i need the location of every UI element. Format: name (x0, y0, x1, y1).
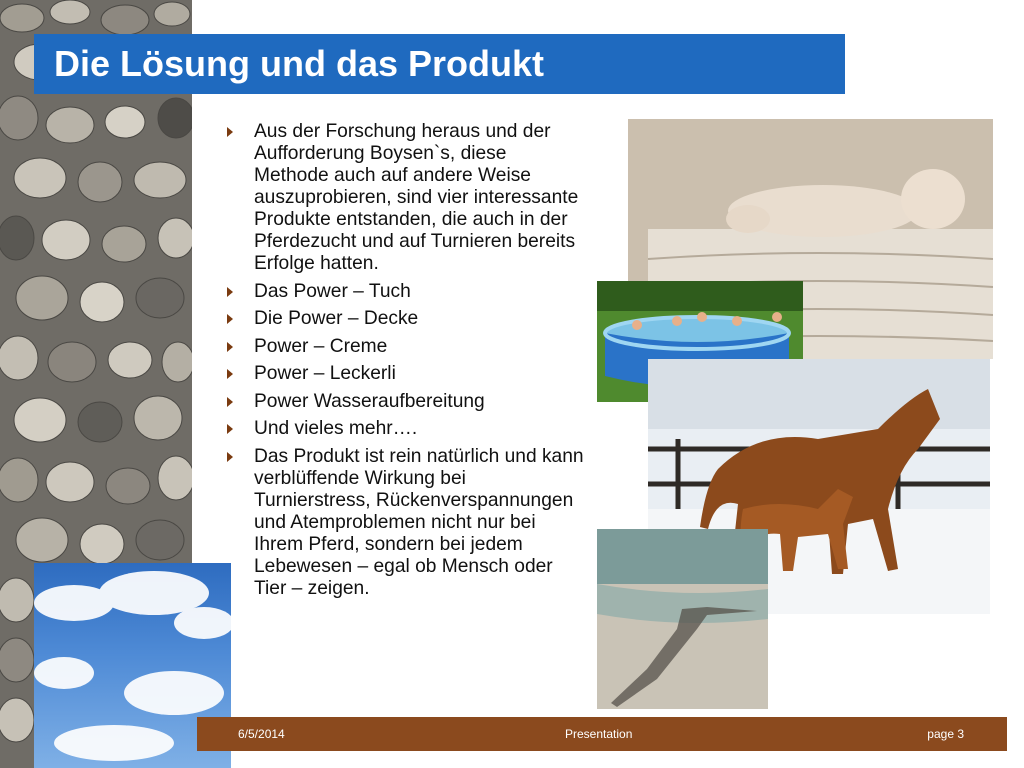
bullet-arrow-icon (227, 424, 233, 434)
bullet-list (222, 121, 586, 605)
bullet-text: Power – Leckerli (254, 363, 396, 384)
bullet-text: Aus der Forschung heraus und der Aufforderung Boysen`s, diese Methode auch auf andere Weise auszuprobieren, sind vier interessante Produkte entstanden, die auch in der Pferdezucht und auf Turnieren bereits Erfolge hatten. (254, 121, 579, 274)
bullet-arrow-icon (227, 369, 233, 379)
bullet-item (222, 281, 586, 303)
bullet-text: Power Wasseraufbereitung (254, 390, 485, 412)
footer-date: 6/5/2014 (238, 727, 285, 741)
title-bar (34, 34, 845, 94)
bullet-arrow-icon (227, 287, 233, 297)
bullet-item (222, 121, 586, 275)
bullet-arrow-icon (227, 452, 233, 462)
beach-shadow-photo (597, 529, 768, 709)
bullet-text: Das Power – Tuch (254, 280, 411, 302)
bullet-arrow-icon (227, 342, 233, 352)
footer-page-number: page 3 (927, 727, 964, 741)
footer-presentation-label: Presentation (565, 727, 633, 741)
bullet-item (222, 418, 586, 440)
bullet-item (222, 336, 586, 358)
bullet-item (222, 391, 586, 413)
slide-title: Die Lösung und das Produkt (54, 43, 545, 84)
footer-bar (197, 717, 1007, 751)
bullet-arrow-icon (227, 314, 233, 324)
bullet-text: Das Produkt ist rein natürlich und kann verblüffende Wirkung bei Turnierstress, Rückenverspannungen und Atemproblemen nicht nur bei Ihrem Pferd, sondern bei jedem Lebewesen – egal ob Mensch oder Tier – zeigen. (254, 445, 584, 599)
bullet-text: Und vieles mehr…. (254, 418, 418, 439)
bullet-text: Die Power – Decke (254, 308, 419, 329)
bullet-item (222, 446, 586, 600)
bullet-arrow-icon (227, 127, 233, 137)
bullet-arrow-icon (227, 397, 233, 407)
bullet-item (222, 363, 586, 385)
bullet-item (222, 308, 586, 330)
bullet-text: Power – Creme (254, 335, 388, 357)
